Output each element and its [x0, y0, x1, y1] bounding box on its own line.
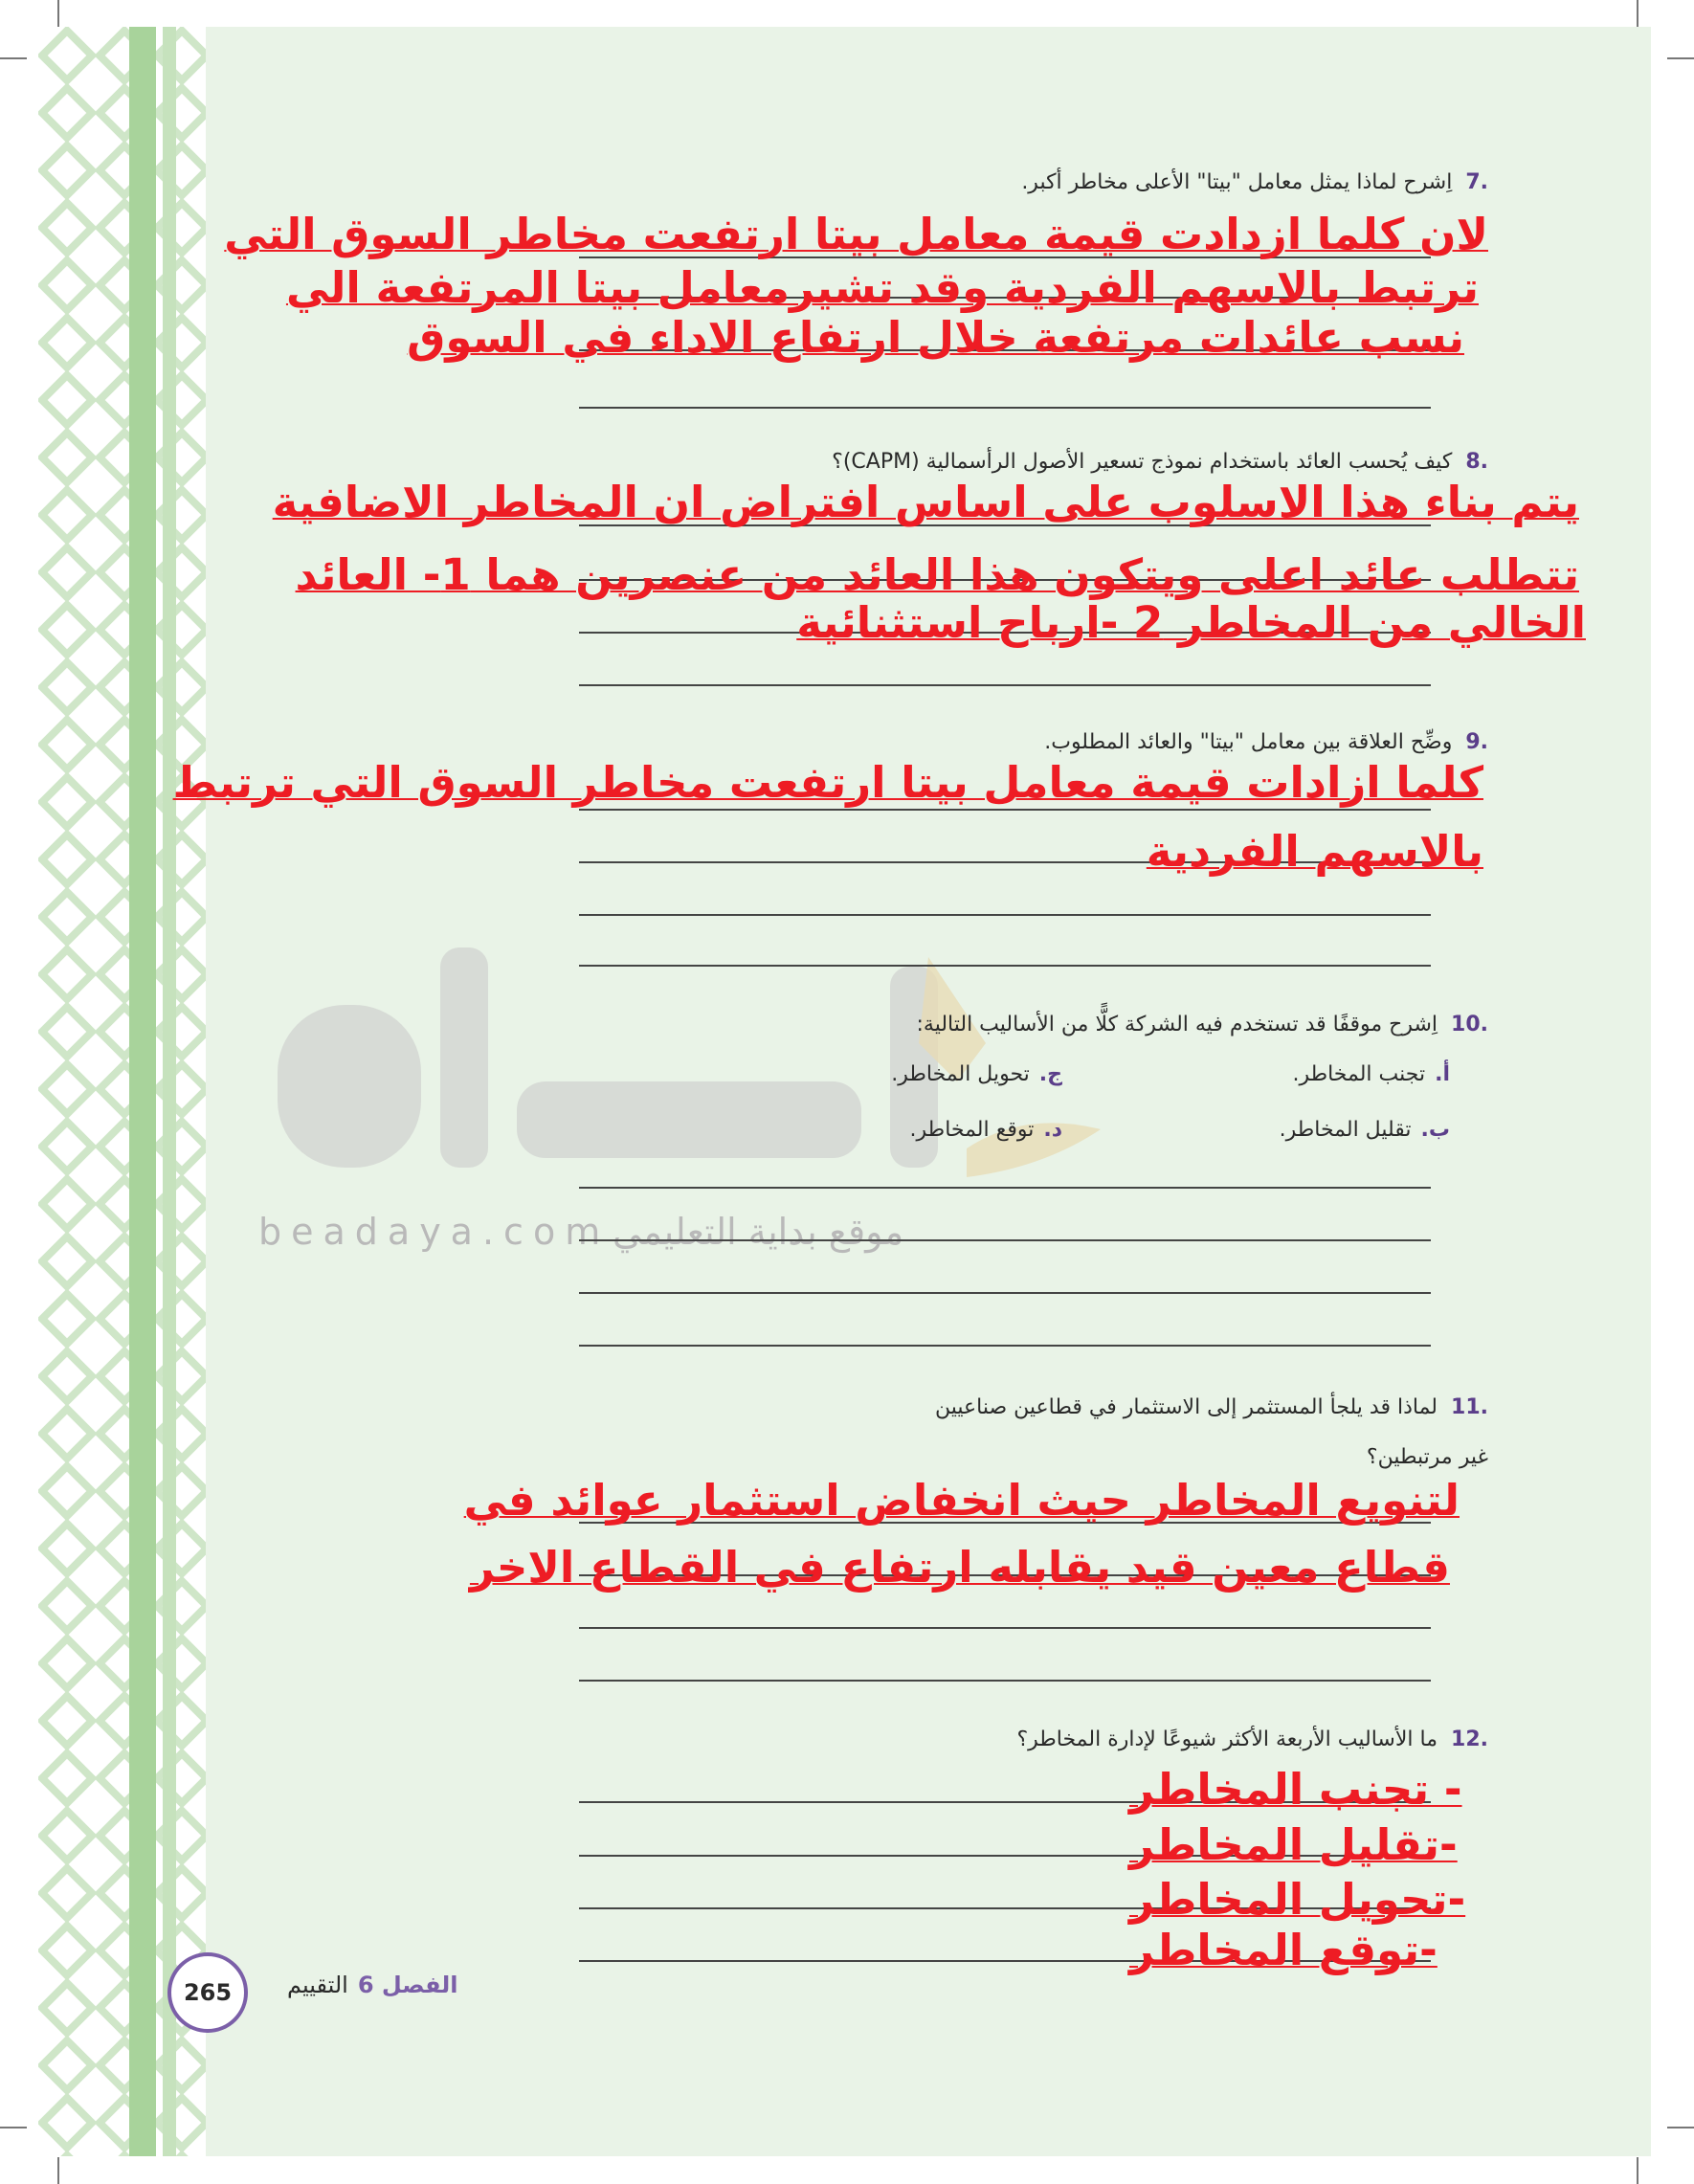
answer-12-line-3: -تحويل المخاطر	[1129, 1874, 1466, 1925]
question-text: اِشرح لماذا يمثل معامل "بيتا" الأعلى مخاطر أكبر.	[1021, 170, 1453, 194]
chapter-title: التقييم	[287, 1972, 348, 1998]
crop-mark	[1667, 2127, 1694, 2128]
answer-line	[579, 407, 1431, 409]
crop-mark	[0, 2127, 27, 2128]
option-d: د.توقع المخاطر.	[909, 1118, 1062, 1142]
answer-7-line-2: ترتبط بالاسهم الفردية وقد تشيرمعامل بيتا المرتفعة الي	[285, 262, 1479, 313]
answer-12-line-1: - تجنب المخاطر	[1129, 1764, 1462, 1815]
answer-line	[579, 1187, 1431, 1189]
question-11-continued	[1367, 1445, 1488, 1469]
answer-line	[579, 1627, 1431, 1629]
answer-line	[579, 1292, 1431, 1294]
question-9	[1044, 730, 1488, 754]
question-12	[1016, 1727, 1488, 1751]
answer-8-line-3: الخالي من المخاطر 2 -ارباح استثنائية	[796, 597, 1586, 648]
question-number: .8	[1465, 450, 1488, 474]
answer-9-line-2: بالاسهم الفردية	[1146, 826, 1483, 877]
answer-line	[579, 809, 1431, 811]
question-10	[916, 1013, 1488, 1036]
page-number-badge	[167, 1952, 248, 2033]
watermark-arabic: موقع بداية التعليمي	[613, 1211, 904, 1253]
question-number: .11	[1451, 1395, 1488, 1419]
question-text: غير مرتبطين؟	[1366, 1445, 1488, 1469]
answer-8-line-1: يتم بناء هذا الاسلوب على اساس افتراض ان المخاطر الاضافية	[272, 477, 1579, 527]
answer-8-line-2: تتطلب عائد اعلى ويتكون هذا العائد من عنصرين هما 1- العائد	[295, 549, 1579, 600]
decorative-border-pattern	[38, 27, 211, 2156]
question-text: وضِّح العلاقة بين معامل "بيتا" والعائد المطلوب.	[1044, 730, 1453, 754]
question-text: اِشرح موقفًا قد تستخدم فيه الشركة كلًّا من الأساليب التالية:	[916, 1013, 1438, 1036]
question-number: .9	[1465, 730, 1488, 754]
question-number: .12	[1451, 1727, 1488, 1751]
question-text: كيف يُحسب العائد باستخدام نموذج تسعير الأصول الرأسمالية (CAPM)؟	[832, 450, 1453, 474]
answer-line	[579, 1680, 1431, 1682]
answer-line	[579, 914, 1431, 916]
crop-mark	[57, 2157, 59, 2184]
answer-7-line-1: لان كلما ازدادت قيمة معامل بيتا ارتفعت مخاطر السوق التي	[224, 209, 1488, 259]
crop-mark	[0, 57, 27, 59]
question-7	[1021, 170, 1488, 194]
option-a: أ.تجنب المخاطر.	[1292, 1062, 1450, 1086]
option-c: ج.تحويل المخاطر.	[891, 1062, 1062, 1086]
crop-mark	[57, 0, 59, 27]
chapter-footer	[287, 1972, 457, 1998]
answer-9-line-1: كلما ازادات قيمة معامل بيتا ارتفعت مخاطر السوق التي ترتبط	[172, 757, 1483, 808]
answer-line	[579, 965, 1431, 967]
answer-line	[579, 1345, 1431, 1347]
question-8	[832, 450, 1488, 474]
answer-12-line-4: -توقع المخاطر	[1129, 1925, 1438, 1975]
page-number: 265	[183, 1979, 233, 2006]
answer-7-line-3: نسب عائدات مرتفعة خلال ارتفاع الاداء في السوق	[407, 312, 1464, 363]
question-text: لماذا قد يلجأ المستثمر إلى الاستثمار في قطاعين صناعيين	[934, 1395, 1438, 1419]
decorative-stripe	[129, 27, 156, 2156]
chapter-label: الفصل 6	[357, 1972, 458, 1998]
answer-11-line-1: لتنويع المخاطر حيث انخفاض استثمار عوائد في	[463, 1475, 1460, 1526]
answer-11-line-2: قطاع معين قيد يقابله ارتفاع في القطاع الاخر	[469, 1542, 1450, 1593]
crop-mark	[1667, 57, 1694, 59]
decorative-stripe	[163, 27, 176, 2156]
watermark-latin: beadaya.com	[258, 1211, 611, 1253]
question-11	[935, 1395, 1488, 1419]
answer-12-line-2: -تقليل المخاطر	[1129, 1819, 1458, 1870]
question-number: .10	[1451, 1013, 1488, 1036]
answer-line	[579, 684, 1431, 686]
crop-mark	[1637, 0, 1638, 27]
question-number: .7	[1465, 170, 1488, 194]
question-text: ما الأساليب الأربعة الأكثر شيوعًا لإدارة المخاطر؟	[1016, 1727, 1438, 1751]
crop-mark	[1637, 2157, 1638, 2184]
option-b: ب.تقليل المخاطر.	[1279, 1118, 1450, 1142]
answer-line	[579, 1239, 1431, 1241]
